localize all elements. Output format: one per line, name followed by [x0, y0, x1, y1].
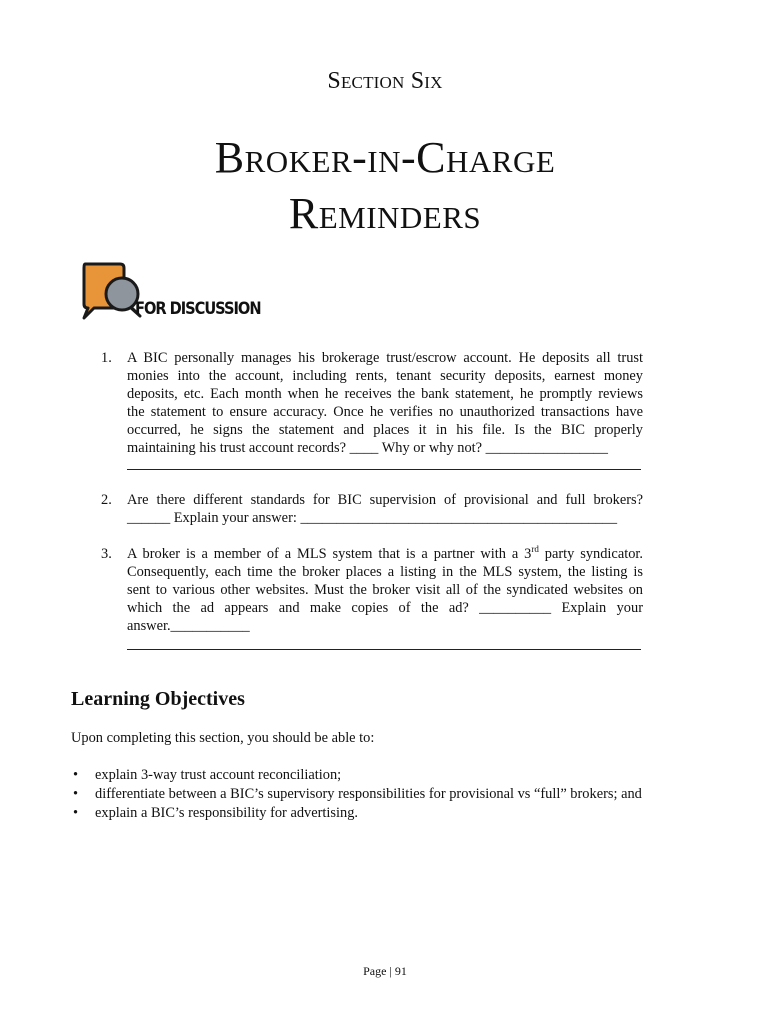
question-line: deposits, etc. Each month when he receives the bank statement, he promptly reviews: [127, 386, 643, 402]
question-line: A BIC personally manages his brokerage trust/escrow account. He deposits all trust: [127, 350, 643, 366]
question-number: 2.: [101, 492, 112, 508]
question-2: [101, 491, 643, 527]
objective-text: differentiate between a BIC’s supervisory responsibilities for provisional vs “full” brokers; and: [95, 786, 642, 802]
question-line: which the ad appears and make copies of the ad? __________ Explain your: [127, 600, 643, 616]
question-number: 3.: [101, 546, 112, 562]
ordinal-suffix: rd: [531, 544, 539, 555]
objective-text: explain 3-way trust account reconciliation;: [95, 767, 342, 783]
question-3: [101, 544, 643, 635]
title-line-1: Broker-in-Charge: [214, 133, 556, 182]
question-line: sent to various other websites. Must the broker visit all of the syndicated websites on: [127, 582, 643, 598]
answer-line[interactable]: [127, 469, 641, 470]
question-line: monies into the account, including rents, tenant security deposits, earnest money: [127, 368, 643, 384]
question-line: Consequently, each time the broker places a listing in the MLS system, the listing is: [127, 564, 643, 580]
objectives-list: [71, 766, 642, 823]
question-text: party syndicator.: [538, 546, 643, 562]
question-line: occurred, he signs the statement and places it in his file. Is the BIC properly: [127, 422, 643, 438]
objectives-intro: Upon completing this section, you should be able to:: [71, 730, 375, 746]
title-line-2: Reminders: [288, 189, 482, 238]
learning-objectives-heading: Learning Objectives: [71, 688, 245, 710]
section-label: Section Six: [327, 68, 443, 94]
bullet-icon: •: [73, 805, 79, 821]
list-item: [71, 804, 642, 823]
question-line: Are there different standards for BIC supervision of provisional and full brokers?: [127, 492, 643, 508]
question-line: [127, 545, 643, 563]
objective-text: explain a BIC’s responsibility for advertising.: [95, 805, 358, 821]
discussion-label: FOR DISCUSSION: [135, 299, 261, 319]
question-number: 1.: [101, 350, 112, 366]
question-line: maintaining his trust account records? ____ Why or why not? _________________: [127, 440, 608, 456]
question-text: A broker is a member of a MLS system that is a partner with a 3: [127, 546, 532, 562]
answer-line[interactable]: [127, 649, 641, 650]
question-line: the statement to ensure accuracy. Once he verifies no unauthorized transactions have: [127, 404, 643, 420]
list-item: [71, 766, 642, 785]
question-line: ______ Explain your answer: ____________________________________________: [127, 510, 618, 526]
bullet-icon: •: [73, 786, 79, 802]
question-1: [101, 349, 643, 457]
list-item: [71, 785, 642, 804]
page-number: Page | 91: [363, 964, 407, 978]
page-title: [0, 130, 770, 242]
bullet-icon: •: [73, 767, 79, 783]
question-line: answer.___________: [127, 618, 250, 634]
